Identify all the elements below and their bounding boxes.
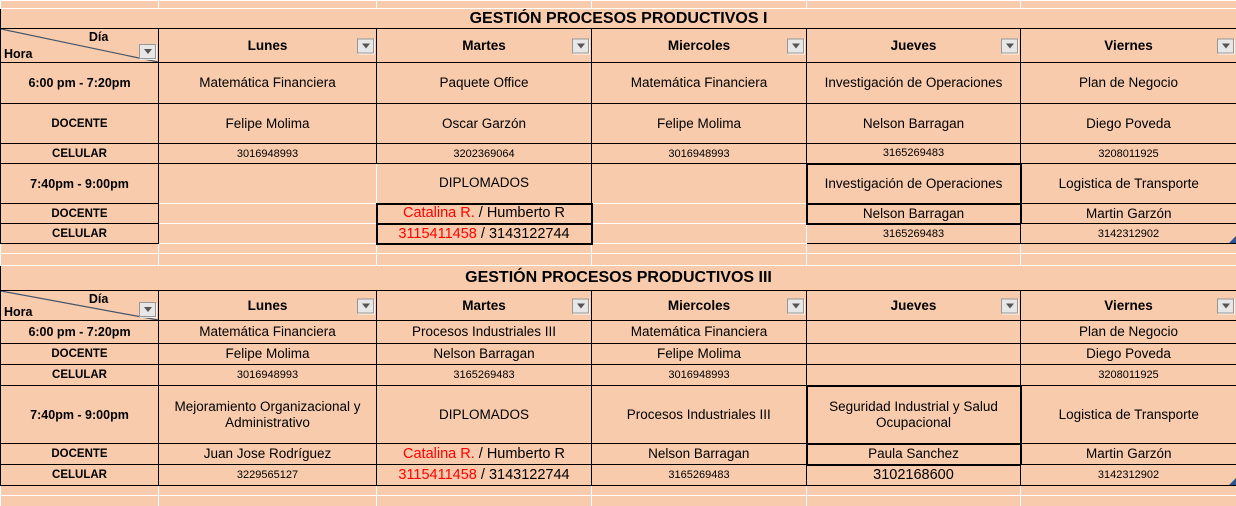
sheet-row [1, 486, 1236, 496]
chevron-down-icon [362, 303, 370, 308]
day-header-label: Jueves [890, 38, 937, 53]
cell-text: Martin Garzón [1085, 205, 1172, 221]
cell-text: Logistica de Transporte [1058, 175, 1199, 191]
empty-sheet-cell [1, 496, 159, 506]
sheet-row [1, 266, 1236, 291]
chevron-down-icon [362, 43, 370, 48]
cell-text: 3016948993 [236, 369, 299, 381]
cell-text: 3229565127 [236, 469, 299, 481]
celular-cell[interactable] [807, 144, 1021, 164]
day-header-label: Lunes [247, 38, 288, 53]
subject-cell[interactable] [592, 164, 807, 204]
subject-cell[interactable] [1021, 164, 1236, 204]
empty-sheet-cell [159, 244, 377, 254]
empty-sheet-cell [159, 486, 377, 496]
filter-dropdown-button[interactable] [1001, 298, 1018, 313]
day-header-cell[interactable] [592, 291, 807, 321]
subject-cell[interactable] [807, 321, 1021, 344]
docente-cell[interactable] [592, 344, 807, 365]
time-cell[interactable] [1, 386, 159, 444]
empty-sheet-cell [377, 244, 592, 254]
celular-cell[interactable] [807, 365, 1021, 386]
empty-sheet-cell [592, 1, 807, 9]
sheet-row [1, 496, 1236, 506]
row-label: DOCENTE [51, 448, 108, 460]
comment-indicator-triangle [1229, 236, 1236, 243]
cell-text: 3202369064 [453, 147, 515, 160]
subject-cell[interactable] [1021, 63, 1236, 104]
cell-text: 3142312902 [1097, 227, 1160, 240]
day-header-label: Jueves [890, 298, 937, 313]
sheet-row [1, 344, 1236, 365]
docente-cell[interactable] [592, 104, 807, 144]
sheet-row [1, 164, 1236, 204]
row-label: CELULAR [52, 147, 107, 160]
time-cell[interactable] [1, 63, 159, 104]
empty-sheet-cell [159, 254, 377, 266]
cell-text: 3165269483 [882, 227, 945, 240]
cell-text: Felipe Molima [656, 115, 742, 131]
empty-sheet-cell [1, 244, 159, 254]
empty-sheet-cell [159, 1, 377, 9]
day-header-cell[interactable] [807, 29, 1021, 63]
subject-cell[interactable] [592, 386, 807, 444]
day-header-label: Miercoles [667, 38, 731, 53]
filter-dropdown-button[interactable] [787, 298, 804, 313]
empty-sheet-cell [1021, 244, 1236, 254]
empty-sheet-cell [592, 244, 807, 254]
subject-cell[interactable] [159, 164, 377, 204]
time-label: 6:00 pm - 7:20pm [28, 76, 131, 90]
schedule-title: GESTIÓN PROCESOS PRODUCTIVOS III [465, 269, 772, 286]
sheet-row [1, 321, 1236, 344]
day-header-label: Viernes [1104, 298, 1153, 313]
subject-cell[interactable] [159, 321, 377, 344]
sheet-row [1, 291, 1236, 321]
docente-cell[interactable] [807, 444, 1021, 465]
cell-text: Juan Jose Rodríguez [203, 446, 332, 462]
cell-text: 3016948993 [668, 147, 730, 160]
cell-text: / Humberto R [474, 445, 565, 462]
empty-sheet-cell [807, 244, 1021, 254]
subject-cell[interactable] [377, 321, 592, 344]
empty-sheet-cell [1021, 486, 1236, 496]
empty-sheet-cell [592, 496, 807, 506]
sheet-row [1, 224, 1236, 244]
docente-cell[interactable] [159, 104, 377, 144]
hora-label: Hora [4, 47, 33, 61]
cell-text: Procesos Industriales III [411, 324, 557, 340]
subject-cell[interactable] [377, 164, 592, 204]
cell-text: Diego Poveda [1086, 346, 1171, 362]
chevron-down-icon [577, 43, 585, 48]
docente-cell[interactable] [1021, 204, 1236, 224]
row-label: CELULAR [52, 469, 107, 481]
row-label-cell[interactable] [1, 224, 159, 244]
cell-text: Mejoramiento Organizacional y Administrativo [174, 398, 361, 430]
cell-text: Paula Sanchez [868, 446, 959, 462]
subject-cell[interactable] [1021, 386, 1236, 444]
cell-text: Felipe Molima [225, 115, 310, 131]
cell-text: Logistica de Transporte [1058, 406, 1199, 422]
cell-text: Felipe Molima [225, 346, 310, 362]
row-label-cell[interactable] [1, 465, 159, 486]
cell-text: Investigación de Operaciones [824, 175, 1003, 191]
comment-indicator-triangle [1229, 478, 1236, 485]
sheet-row [1, 63, 1236, 104]
filter-dropdown-button[interactable] [572, 298, 589, 313]
time-cell[interactable] [1, 321, 159, 344]
cell-text: 3165269483 [668, 469, 730, 481]
empty-sheet-cell [377, 486, 592, 496]
celular-cell[interactable] [377, 365, 592, 386]
empty-sheet-cell [1021, 496, 1236, 506]
cell-text: 3208011925 [1098, 147, 1159, 160]
cell-text: 3115411458 [398, 467, 477, 483]
empty-sheet-cell [592, 254, 807, 266]
hora-label: Hora [4, 305, 33, 319]
cell-text: 3165269483 [882, 147, 945, 160]
subject-cell[interactable] [807, 386, 1021, 444]
celular-cell[interactable] [159, 465, 377, 486]
cell-text: 3208011925 [1098, 369, 1159, 381]
sheet-row [1, 244, 1236, 254]
filter-dropdown-button[interactable] [357, 298, 374, 313]
subject-cell[interactable] [807, 63, 1021, 104]
docente-cell[interactable] [1021, 344, 1236, 365]
celular-cell[interactable] [377, 144, 592, 164]
docente-cell[interactable] [807, 104, 1021, 144]
empty-sheet-cell [807, 486, 1021, 496]
cell-text: / 3143122744 [476, 225, 570, 242]
celular-cell[interactable] [159, 224, 377, 244]
day-header-cell[interactable] [159, 29, 377, 63]
cell-text: Nelson Barragan [862, 205, 965, 221]
docente-cell[interactable] [592, 204, 807, 224]
cell-text: Diego Poveda [1086, 115, 1171, 131]
empty-sheet-cell [377, 496, 592, 506]
filter-dropdown-button[interactable] [139, 44, 156, 59]
chevron-down-icon [1222, 43, 1230, 48]
celular-cell[interactable] [592, 224, 807, 244]
cell-text: Nelson Barragan [648, 446, 750, 462]
docente-cell[interactable] [159, 344, 377, 365]
chevron-down-icon [1006, 43, 1014, 48]
day-header-cell[interactable] [592, 29, 807, 63]
cell-text: 3142312902 [1097, 469, 1160, 481]
filter-dropdown-button[interactable] [139, 302, 156, 317]
sheet-row [1, 365, 1236, 386]
cell-text: 3102168600 [873, 467, 954, 484]
sheet-row [1, 386, 1236, 444]
row-label: DOCENTE [51, 348, 108, 360]
cell-text: Nelson Barragan [433, 346, 535, 362]
cell-text: Matemática Financiera [630, 75, 768, 91]
sheet-row [1, 144, 1236, 164]
docente-cell[interactable] [377, 344, 592, 365]
chevron-down-icon [792, 303, 800, 308]
cell-text: 3165269483 [453, 369, 515, 381]
empty-sheet-cell [1, 1, 159, 9]
celular-cell[interactable] [159, 365, 377, 386]
docente-cell[interactable] [807, 204, 1021, 224]
cell-text: Martin Garzón [1085, 446, 1172, 462]
empty-sheet-cell [1021, 254, 1236, 266]
chevron-down-icon [144, 49, 152, 54]
time-cell[interactable] [1, 164, 159, 204]
subject-cell[interactable] [592, 321, 807, 344]
dia-label: Día [88, 292, 109, 306]
cell-text: Matemática Financiera [199, 75, 336, 91]
day-header-cell[interactable] [1021, 29, 1236, 63]
sheet-row [1, 104, 1236, 144]
celular-cell[interactable] [1021, 224, 1236, 244]
celular-cell[interactable] [807, 224, 1021, 244]
celular-cell[interactable] [377, 224, 592, 244]
chevron-down-icon [1222, 303, 1230, 308]
row-label-cell[interactable] [1, 444, 159, 465]
empty-sheet-cell [377, 1, 592, 9]
empty-sheet-cell [1021, 1, 1236, 9]
sheet-row [1, 29, 1236, 63]
docente-cell[interactable] [1021, 104, 1236, 144]
filter-dropdown-button[interactable] [1217, 38, 1234, 53]
time-label: 7:40pm - 9:00pm [30, 407, 129, 422]
row-label-cell[interactable] [1, 365, 159, 386]
cell-text: Investigación de Operaciones [824, 75, 1003, 91]
cell-text: Felipe Molima [656, 346, 742, 362]
docente-cell[interactable] [807, 344, 1021, 365]
empty-sheet-cell [807, 496, 1021, 506]
row-label: CELULAR [52, 369, 107, 381]
row-label-cell[interactable] [1, 344, 159, 365]
row-label: CELULAR [52, 227, 107, 240]
sheet-row [1, 444, 1236, 465]
row-label-cell[interactable] [1, 144, 159, 164]
day-header-cell[interactable] [377, 29, 592, 63]
time-label: 6:00 pm - 7:20pm [28, 325, 131, 339]
subject-cell[interactable] [1021, 321, 1236, 344]
sheet-row [1, 254, 1236, 266]
row-label: DOCENTE [51, 207, 108, 220]
filter-dropdown-button[interactable] [787, 38, 804, 53]
empty-sheet-cell [807, 1, 1021, 9]
subject-cell[interactable] [377, 386, 592, 444]
dia-hora-corner-cell[interactable] [1, 291, 159, 321]
subject-cell[interactable] [807, 164, 1021, 204]
schedule-title: GESTIÓN PROCESOS PRODUCTIVOS I [469, 9, 768, 27]
day-header-label: Miercoles [667, 298, 731, 313]
cell-text: Oscar Garzón [441, 115, 527, 131]
sheet-row [1, 1, 1236, 9]
cell-text: Catalina R. [403, 445, 475, 462]
cell-text: / 3143122744 [476, 467, 570, 483]
dia-label: Día [88, 30, 109, 44]
celular-cell[interactable] [1021, 365, 1236, 386]
docente-cell[interactable] [377, 444, 592, 465]
cell-text: Plan de Negocio [1078, 75, 1179, 91]
chevron-down-icon [792, 43, 800, 48]
docente-cell[interactable] [377, 104, 592, 144]
sheet-row [1, 9, 1236, 29]
cell-text: / Humberto R [474, 205, 565, 222]
row-label-cell[interactable] [1, 104, 159, 144]
filter-dropdown-button[interactable] [572, 38, 589, 53]
day-header-label: Viernes [1104, 38, 1153, 53]
celular-cell[interactable] [159, 144, 377, 164]
filter-dropdown-button[interactable] [1001, 38, 1018, 53]
subject-cell[interactable] [377, 63, 592, 104]
day-header-label: Martes [462, 38, 506, 53]
day-header-label: Martes [462, 298, 506, 313]
celular-cell[interactable] [592, 465, 807, 486]
chevron-down-icon [577, 303, 585, 308]
empty-sheet-cell [807, 254, 1021, 266]
time-label: 7:40pm - 9:00pm [30, 176, 129, 191]
cell-text: Nelson Barragan [862, 115, 965, 131]
celular-cell[interactable] [592, 365, 807, 386]
celular-cell[interactable] [592, 144, 807, 164]
cell-text: Paquete Office [439, 75, 529, 91]
cell-text: DIPLOMADOS [438, 406, 530, 422]
empty-sheet-cell [592, 486, 807, 496]
cell-text: 3016948993 [668, 369, 730, 381]
cell-text: 3115411458 [398, 225, 477, 242]
filter-dropdown-button[interactable] [357, 38, 374, 53]
docente-cell[interactable] [592, 444, 807, 465]
row-label: DOCENTE [51, 117, 108, 130]
row-label-cell[interactable] [1, 204, 159, 224]
cell-text: Matemática Financiera [630, 324, 768, 340]
cell-text: Catalina R. [403, 205, 475, 222]
schedule-title-cell [1, 266, 1236, 291]
cell-text: DIPLOMADOS [438, 175, 530, 191]
cell-text: Plan de Negocio [1078, 324, 1179, 340]
docente-cell[interactable] [1021, 444, 1236, 465]
subject-cell[interactable] [159, 386, 377, 444]
empty-sheet-cell [1, 254, 159, 266]
schedule-title-cell [1, 9, 1236, 29]
subject-cell[interactable] [159, 63, 377, 104]
cell-text: Seguridad Industrial y Salud Ocupacional [829, 398, 998, 430]
filter-dropdown-button[interactable] [1217, 298, 1234, 313]
day-header-cell[interactable] [1021, 291, 1236, 321]
celular-cell[interactable] [1021, 144, 1236, 164]
day-header-cell[interactable] [377, 291, 592, 321]
cell-text: Procesos Industriales III [626, 406, 771, 422]
dia-hora-corner-cell[interactable] [1, 29, 159, 63]
cell-text: Matemática Financiera [199, 324, 336, 340]
day-header-cell[interactable] [807, 291, 1021, 321]
empty-sheet-cell [1, 486, 159, 496]
docente-cell[interactable] [159, 204, 377, 224]
celular-cell[interactable] [807, 465, 1021, 486]
day-header-cell[interactable] [159, 291, 377, 321]
celular-cell[interactable] [377, 465, 592, 486]
empty-sheet-cell [159, 496, 377, 506]
subject-cell[interactable] [592, 63, 807, 104]
chevron-down-icon [1006, 303, 1014, 308]
sheet-row [1, 465, 1236, 486]
chevron-down-icon [144, 307, 152, 312]
celular-cell[interactable] [1021, 465, 1236, 486]
docente-cell[interactable] [377, 204, 592, 224]
docente-cell[interactable] [159, 444, 377, 465]
sheet-row [1, 204, 1236, 224]
day-header-label: Lunes [247, 298, 288, 313]
empty-sheet-cell [377, 254, 592, 266]
cell-text: 3016948993 [236, 147, 299, 160]
